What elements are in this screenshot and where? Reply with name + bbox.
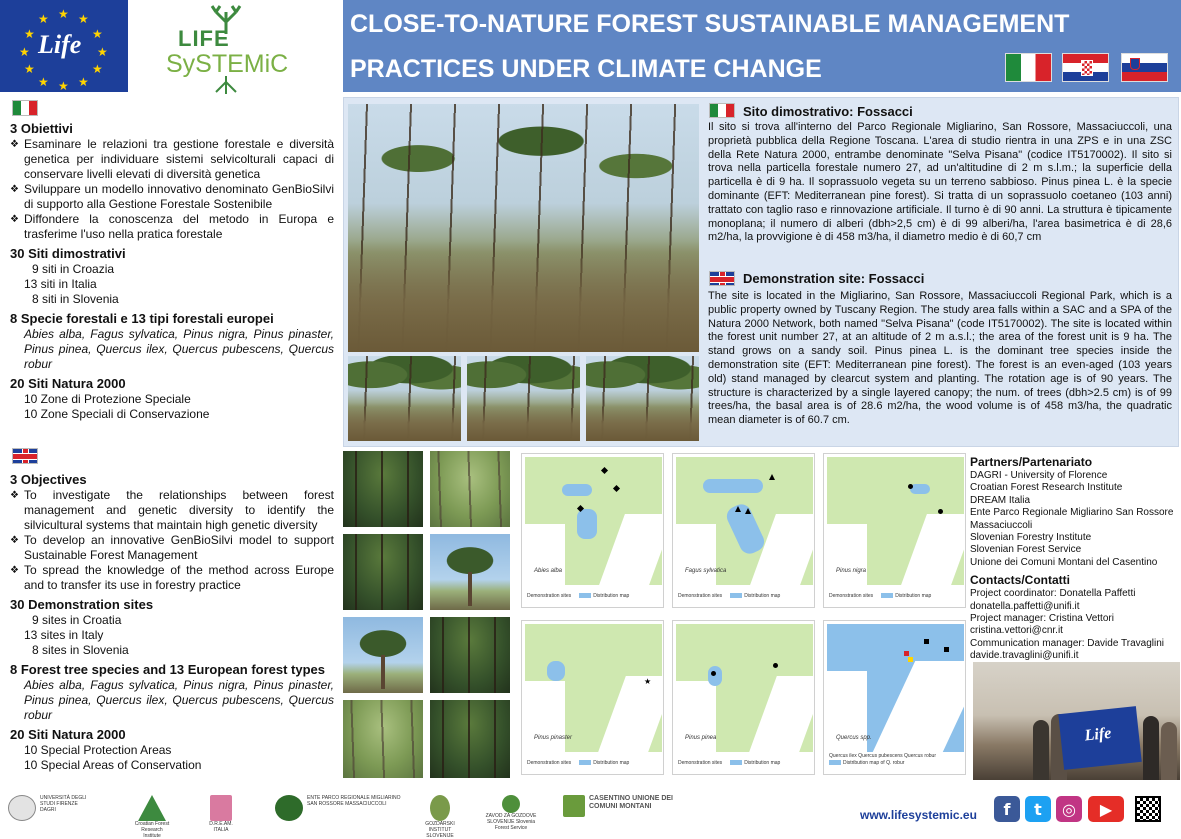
en-site-title: Demonstration site: Fossacci <box>743 271 925 286</box>
contact-line: Project coordinator: Donatella Paffetti <box>970 588 1136 600</box>
diamond-icon: ❖ <box>10 490 19 501</box>
en-sites-title: 30 Demonstration sites <box>10 597 154 612</box>
person-figure <box>1143 716 1159 780</box>
site-marker-icon <box>908 484 913 489</box>
partners-contacts-panel <box>970 455 1180 663</box>
list-item: 10 Zone di Protezione Speciale <box>24 392 191 406</box>
list-item: 13 sites in Italy <box>24 628 104 642</box>
it-site-title: Sito dimostrativo: Fossacci <box>743 104 913 119</box>
distribution-map-pinus-nigra <box>823 453 966 608</box>
sponsor-logo-croatian-forest: Croatian Forest Research Institute <box>132 795 172 839</box>
list-item: 9 sites in Croatia <box>32 613 122 627</box>
pine-forest-photo <box>467 356 580 441</box>
slovenia-flag <box>1121 53 1168 82</box>
sponsor-logo-zavod: ZAVOD ZA GOZDOVE SLOVENIJE Slovenia Forest Service <box>482 795 540 831</box>
partner-item: DAGRI - University of Florence <box>970 470 1108 481</box>
en-natura-title: 20 Siti Natura 2000 <box>10 727 126 742</box>
casentino-logo-icon <box>563 795 585 817</box>
it-natura-title: 20 Siti Natura 2000 <box>10 376 126 391</box>
qr-code-icon[interactable] <box>1135 796 1161 822</box>
partner-item: DREAM Italia <box>970 494 1031 506</box>
map-sea <box>827 524 867 585</box>
forest-institute-icon <box>430 795 450 821</box>
map-legend: Demonstration sites Distribution map <box>527 760 630 766</box>
distribution-area <box>577 509 597 539</box>
list-item: ❖ To develop an innovative GenBioSilvi model to support Sustainable Forest Management <box>10 533 334 562</box>
list-item: 10 Special Areas of Conservation <box>24 758 202 772</box>
poster-title-line1: CLOSE-TO-NATURE FOREST SUSTAINABLE MANAGEMENT <box>350 10 1070 38</box>
twitter-icon[interactable]: t <box>1025 796 1051 822</box>
legend-distribution: Distribution map <box>881 593 931 599</box>
sponsor-logo-gozdarski: GOZDARSKI INSTITUT SLOVENIJE <box>420 795 460 839</box>
it-objectives-title: 3 Obiettivi <box>10 121 73 136</box>
legend-distribution: Distribution map <box>579 593 629 599</box>
uk-flag-icon <box>709 271 735 286</box>
partner-item: Croatian Forest Research Institute <box>970 482 1123 494</box>
map-legend: Demonstration sites Distribution map <box>678 760 781 766</box>
list-item: 9 siti in Croazia <box>32 262 115 276</box>
pinus-nigra-photo <box>343 534 423 610</box>
distribution-area <box>703 479 763 493</box>
list-item: ❖ To investigate the relationships between forest management and genetic diversity to identify the silvicultural systems that maintain high genetic diversity <box>10 488 334 532</box>
contact-line: Communication manager: Davide Travaglini <box>970 637 1164 649</box>
forest-service-icon <box>502 795 520 813</box>
list-item: 13 siti in Italia <box>24 277 97 291</box>
map-species-label: Pinus pinea <box>685 735 717 741</box>
croatia-flag <box>1062 53 1109 82</box>
pinus-pinaster-photo <box>430 534 510 610</box>
site-marker-icon <box>773 663 778 668</box>
contact-line: Project manager: Cristina Vettori <box>970 613 1114 625</box>
pine-forest-photo-main <box>348 104 699 352</box>
quercus-pubescens-photo <box>343 700 423 778</box>
partner-item: Unione dei Comuni Montani del Casentino <box>970 556 1158 568</box>
italian-flag-icon <box>709 103 735 118</box>
map-sea <box>525 681 565 752</box>
site-marker-icon <box>924 639 929 644</box>
map-legend: Quercus ilex Quercus pubescens Quercus robur Distribution map of Q. robur <box>829 753 936 766</box>
distribution-map-abies-alba <box>521 453 664 608</box>
map-species-label: Pinus pinaster <box>534 735 573 741</box>
site-marker-icon <box>904 651 909 656</box>
sponsor-logo-dream: D.R.E.AM. ITALIA <box>205 795 237 833</box>
map-species-label: Abies alba <box>534 568 563 574</box>
eu-life-logo: ★ ★ ★ ★ ★ ★ ★ ★ ★ ★ ★ ★ Life <box>0 0 128 92</box>
map-sea <box>525 524 565 585</box>
facebook-icon[interactable]: f <box>994 796 1020 822</box>
legend-distribution: Distribution map <box>579 760 629 766</box>
sponsor-logo-casentino: CASENTINO UNIONE DEI COMUNI MONTANI <box>563 795 673 817</box>
legend-distribution: Distribution map <box>730 593 780 599</box>
english-summary <box>10 471 334 773</box>
list-item: 10 Zone Speciali di Conservazione <box>24 407 210 421</box>
dream-logo-icon <box>210 795 232 821</box>
italian-summary <box>10 120 334 422</box>
contact-email-link[interactable]: donatella.paffetti@unifi.it <box>970 600 1080 612</box>
person-figure <box>1033 720 1049 780</box>
distribution-map-pinus-pinaster <box>521 620 664 775</box>
map-legend: Demonstration sites Distribution map <box>678 593 781 599</box>
distribution-area <box>910 484 930 494</box>
distribution-map-quercus <box>823 620 966 775</box>
life-systemic-logo: LIFE SySTEMiC <box>150 4 310 92</box>
diamond-icon: ❖ <box>10 139 19 150</box>
list-item: ❖ To spread the knowledge of the method across Europe and to transfer its use in forestry practice <box>10 563 334 592</box>
site-marker-icon <box>745 508 751 514</box>
site-marker-icon <box>711 671 716 676</box>
partners-title: Partners/Partenariato <box>970 455 1093 469</box>
map-legend: Demonstration sites Distribution map <box>829 593 932 599</box>
italian-flag-icon <box>12 100 38 116</box>
en-site-description: The site is located in the Migliarino, San Rossore, Massaciuccoli Regional Park, which is a public property owned by Tuscany Region. The study area falls within a SAC and a SPA of the Natura 2000 Network, both named "Selva Pisana" (code IT5170002). The site is located within the forest unit number 27, at an altitude of 2 m a.s.l.; the area of the forest unit is 9 ha. The stand grows on a sandy soil. Pinus pinea L. is the dominant tree species inside the demonstration site (EFT: Mediterranean pine forest). The forest is an even-aged (103 years old) stand managed by clearcut system and planting. The rotation age is of 90 years. The structure is characterized by a single layered canopy; the num. of trees (dbh>2.5 cm) is of 99 trees/ha, the basal area is of 28.6 m2/ha, the wood volume is of 458 m3/ha, the quadratic mean diameter is of 60.7 cm. <box>708 290 1172 427</box>
diamond-icon: ❖ <box>10 184 19 195</box>
list-item: 10 Special Protection Areas <box>24 743 172 757</box>
sponsor-logo-parco: ENTE PARCO REGIONALE MIGLIARINO SAN ROSSORE MASSACIUCCOLI <box>275 795 405 821</box>
park-tree-icon <box>275 795 303 821</box>
distribution-area <box>547 661 565 681</box>
site-marker-icon <box>769 474 775 480</box>
fagus-sylvatica-photo <box>430 451 510 527</box>
partner-item: Ente Parco Regionale Migliarino San Rossore Massaciuccoli <box>970 507 1174 531</box>
tree-icon <box>138 795 166 821</box>
partner-item: Slovenian Forestry Institute <box>970 532 1092 544</box>
map-species-label: Fagus sylvatica <box>685 568 727 574</box>
university-seal-icon <box>8 795 36 821</box>
pine-forest-photo <box>586 356 699 441</box>
map-sea <box>676 681 716 752</box>
list-item: ❖ Diffondere la conoscenza del metodo in Europa e trasferime l'uso nella pratica forestale <box>10 212 334 241</box>
list-item: 8 sites in Slovenia <box>32 643 129 657</box>
site-marker-icon <box>735 506 741 512</box>
it-species-title: 8 Specie forestali e 13 tipi forestali europei <box>10 311 274 326</box>
abies-alba-photo <box>343 451 423 527</box>
uk-flag-icon <box>12 448 38 464</box>
diamond-icon: ❖ <box>10 214 19 225</box>
person-figure <box>1161 722 1177 780</box>
map-legend: Demonstration sites Distribution map <box>527 593 630 599</box>
legend-distribution: Distribution map of Q. robur <box>829 760 904 766</box>
pinus-pinea-photo <box>343 617 423 693</box>
eu-life-flag: Life <box>1058 706 1141 770</box>
list-item: ❖ Sviluppare un modello innovativo denominato GenBioSilvi di supporto alla Gestione Forestale Sostenibile <box>10 182 334 211</box>
quercus-robur-photo <box>430 700 510 778</box>
species-list: Abies alba, Fagus sylvatica, Pinus nigra, Pinus pinaster, Pinus pinea, Quercus ilex, Quercus pubescens, Quercus robur <box>24 327 334 371</box>
it-sites-title: 30 Siti dimostrativi <box>10 246 126 261</box>
it-site-description: Il sito si trova all'interno del Parco Regionale Migliarino, San Rossore, Massaciuccoli, una proprietà pubblica della Regione Toscana. L'area di studio rientra in una ZPS e in una ZSC della Rete Natura 2000, entrambe denominate "Selva Pisana" (codice IT5170002). Il sito si trova nella particella forestale numero 27, ad un'altitudine di 2 m s.l.m.; la superficie della particella è di 9 ha. Il soprassuolo vegeta su un terreno sabbioso. Pinus pinea L. è la specie dominante (EFT: Mediterranean pine forest). Si tratta di un soprassuolo coetaneo (103 anni) trattato con taglio raso e rinnovazione artificiale. Il turno è di 90 anni. La struttura è tipicamente monoplana; il numero di alberi (dbh>2,5 cm) è di 99 alberi/ha, l'area basimetrica è di 28,6 m2/ha, la provvigione è di 458 m3/ha, il diametro medio è di 60,7 cm <box>708 121 1172 244</box>
sponsor-logo-unifi: UNIVERSITÀ DEGLI STUDI FIRENZE DAGRI <box>8 795 88 821</box>
site-marker-icon: ★ <box>644 677 652 686</box>
contact-email-link[interactable]: davide.travaglini@unifi.it <box>970 650 1079 662</box>
species-list: Abies alba, Fagus sylvatica, Pinus nigra, Pinus pinaster, Pinus pinea, Quercus ilex, Quercus pubescens, Quercus robur <box>24 678 334 722</box>
distribution-area <box>708 666 722 686</box>
en-species-title: 8 Forest tree species and 13 European forest types <box>10 662 326 677</box>
pine-forest-photo <box>348 356 461 441</box>
list-item: 8 siti in Slovenia <box>32 292 119 306</box>
distribution-map-pinus-pinea <box>672 620 815 775</box>
en-objectives-title: 3 Objectives <box>10 472 87 487</box>
diamond-icon: ❖ <box>10 565 19 576</box>
website-link[interactable]: www.lifesystemic.eu <box>860 808 977 822</box>
youtube-icon[interactable]: ▶ <box>1088 796 1124 822</box>
site-marker-icon <box>908 657 913 662</box>
distribution-area <box>562 484 592 496</box>
diamond-icon: ❖ <box>10 535 19 546</box>
map-sea <box>676 524 716 585</box>
site-marker-icon <box>938 509 943 514</box>
distribution-map-fagus-sylvatica <box>672 453 815 608</box>
instagram-icon[interactable]: ◎ <box>1056 796 1082 822</box>
italy-flag <box>1005 53 1052 82</box>
list-item: ❖ Esaminare le relazioni tra gestione forestale e diversità genetica per individuare sistemi selvicolturali capaci di conservare livelli elevati di diversità genetica <box>10 137 334 181</box>
map-species-label: Pinus nigra <box>836 568 867 574</box>
contacts-title: Contacts/Contatti <box>970 573 1070 588</box>
poster-title-line2: PRACTICES UNDER CLIMATE CHANGE <box>350 55 822 83</box>
legend-distribution: Distribution map <box>730 760 780 766</box>
site-marker-icon <box>944 647 949 652</box>
partner-item: Slovenian Forest Service <box>970 544 1082 556</box>
quercus-ilex-photo <box>430 617 510 693</box>
contact-email-link[interactable]: cristina.vettori@cnr.it <box>970 625 1063 637</box>
map-species-label: Quercus spp. <box>836 735 872 741</box>
team-group-photo <box>973 662 1180 780</box>
